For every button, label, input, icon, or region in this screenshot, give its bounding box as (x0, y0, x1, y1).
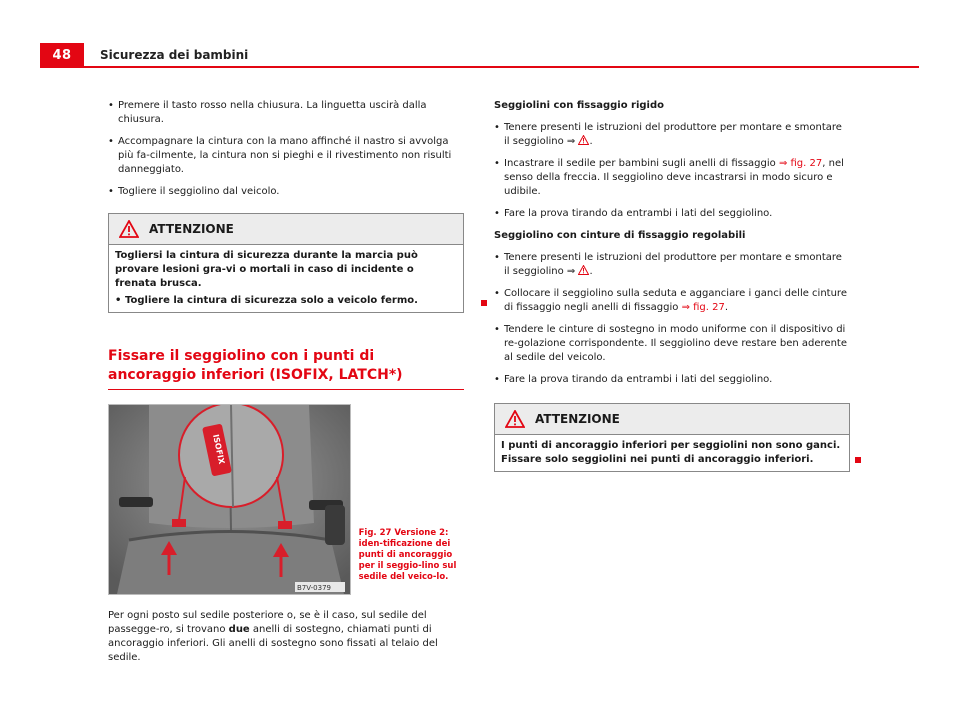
bullet-marker: • (108, 186, 114, 197)
bullet-text-part: Collocare il seggiolino sulla seduta e agganciare i ganci delle cinture di fissaggio negli anelli di fissaggio (504, 288, 847, 313)
bullet-marker: • (494, 288, 500, 299)
bullet-text (504, 157, 850, 199)
warning-triangle-icon[interactable] (578, 265, 589, 275)
bullet-text: Tenere presenti le istruzioni del produttore per montare e smontare il seggiolino ⇒ . (504, 252, 842, 277)
subsection-title-adjustable: Seggiolino con cinture di fissaggio regolabili (494, 230, 746, 241)
bullet-text-part: , nel senso della freccia. Il seggiolino deve incastrarsi in modo sicuro e udibile. (504, 158, 844, 197)
figure-block (108, 404, 464, 595)
end-marker (855, 457, 861, 463)
list-item (108, 185, 464, 199)
warning-body: I punti di ancoraggio inferiori per seggiolini non sono ganci. Fissare solo seggiolini nei punti di ancoraggio inferiori. (501, 440, 841, 465)
list-item (108, 99, 464, 127)
bullet-marker: • (108, 100, 114, 111)
figure-caption (359, 528, 464, 595)
warning-header (109, 214, 463, 245)
warning-triangle-icon (505, 410, 525, 428)
warning-box-left (108, 213, 464, 313)
bullet-text: Accompagnare la cintura con la mano affinché il nastro si avvolga più fa-cilmente, la cintura non si pieghi e il rivestimento non risulti danneggiato. (118, 136, 452, 175)
list-item (494, 121, 850, 149)
bullet-text-part: Tenere presenti le istruzioni del produttore per montare e smontare il seggiolino (504, 122, 842, 147)
bullet-text-part: . (724, 302, 729, 313)
warning-header (495, 404, 849, 435)
subsection-title-rigid: Seggiolini con fissaggio rigido (494, 100, 665, 111)
body-text-bold: due (228, 624, 250, 635)
arrow-reference: ⇒ (566, 136, 576, 147)
list-item (494, 157, 850, 199)
bullet-marker: • (494, 374, 500, 385)
figure-image (108, 404, 351, 595)
bullet-text: Tendere le cinture di sostegno in modo uniforme con il dispositivo di re-golazione corrispondente. Il seggiolino deve restare ben aderente al sedile del veicolo. (504, 324, 847, 363)
warning-text: Togliersi la cintura di sicurezza durante la marcia può provare lesioni gra-vi o mortali in caso di incidente o frenata brusca. (115, 250, 418, 289)
header-rule (84, 66, 919, 68)
seat-illustration (109, 405, 351, 594)
warning-box-right (494, 403, 850, 472)
bullet-marker: • (108, 136, 114, 147)
bullet-text-part: Tenere presenti le istruzioni del produttore per montare e smontare il seggiolino (504, 252, 842, 277)
bullet-text: Togliere il seggiolino dal veicolo. (118, 186, 280, 197)
page-number: 48 (40, 43, 84, 68)
list-item (494, 251, 850, 279)
body-text-start: Per ogni posto sul sedile posteriore o, se è il caso, sul sedile del passegge-ro, si trovano (108, 610, 427, 635)
bullet-text: Togliere la cintura di sicurezza solo a veicolo fermo. (125, 295, 418, 306)
figure-label: Fig. 27 (358, 528, 392, 538)
bullet-text: Premere il tasto rosso nella chiusura. La linguetta uscirà dalla chiusura. (118, 100, 427, 125)
bullet-text-part: Incastrare il sedile per bambini sugli anelli di fissaggio (504, 158, 779, 169)
bullet-text (504, 287, 850, 315)
list-item (494, 323, 850, 365)
bullet-text: Fare la prova tirando da entrambi i lati del seggiolino. (504, 208, 773, 219)
body-paragraph (108, 609, 464, 665)
right-column (494, 99, 850, 472)
list-item (494, 373, 850, 387)
warning-title: ATTENZIONE (535, 412, 620, 426)
body-text-end: anelli di sostegno, chiamati punti di ancoraggio inferiori. Gli anelli di sostegno sono fissati al telaio del sedile. (108, 624, 438, 663)
bullet-marker: • (494, 158, 500, 169)
section-title: Fissare il seggiolino con i punti di ancoraggio inferiori (ISOFIX, LATCH*) (108, 347, 464, 390)
bullet-marker: • (494, 122, 500, 133)
warning-triangle-icon (119, 220, 139, 238)
bullet-marker: • (494, 208, 500, 219)
warning-title: ATTENZIONE (149, 222, 234, 236)
arrow-reference: ⇒ (566, 266, 576, 277)
end-marker (481, 300, 487, 306)
bullet-text: Fare la prova tirando da entrambi i lati del seggiolino. (504, 374, 773, 385)
list-item (494, 287, 850, 315)
bullet-text: Tenere presenti le istruzioni del produttore per montare e smontare il seggiolino ⇒ . (504, 122, 842, 147)
left-column (108, 99, 464, 665)
warning-bullet (115, 294, 457, 308)
bullet-marker: • (494, 252, 500, 263)
bullet-marker: • (494, 324, 500, 335)
warning-triangle-icon[interactable] (578, 135, 589, 145)
isofix-tag-text: ISOFIX (211, 433, 227, 465)
chapter-title: Sicurezza dei bambini (100, 48, 249, 62)
list-item (494, 207, 850, 221)
list-item (108, 135, 464, 177)
figure-caption-text: Versione 2: iden-tificazione dei punti di ancoraggio per il seggio-lino sul sedile del veico-lo. (358, 528, 457, 582)
image-code: B7V-0379 (297, 584, 331, 592)
warning-body (109, 245, 463, 312)
figure-link[interactable]: ⇒ fig. 27 (778, 158, 823, 169)
figure-link[interactable]: ⇒ fig. 27 (681, 302, 725, 313)
bullet-marker: • (115, 295, 122, 306)
